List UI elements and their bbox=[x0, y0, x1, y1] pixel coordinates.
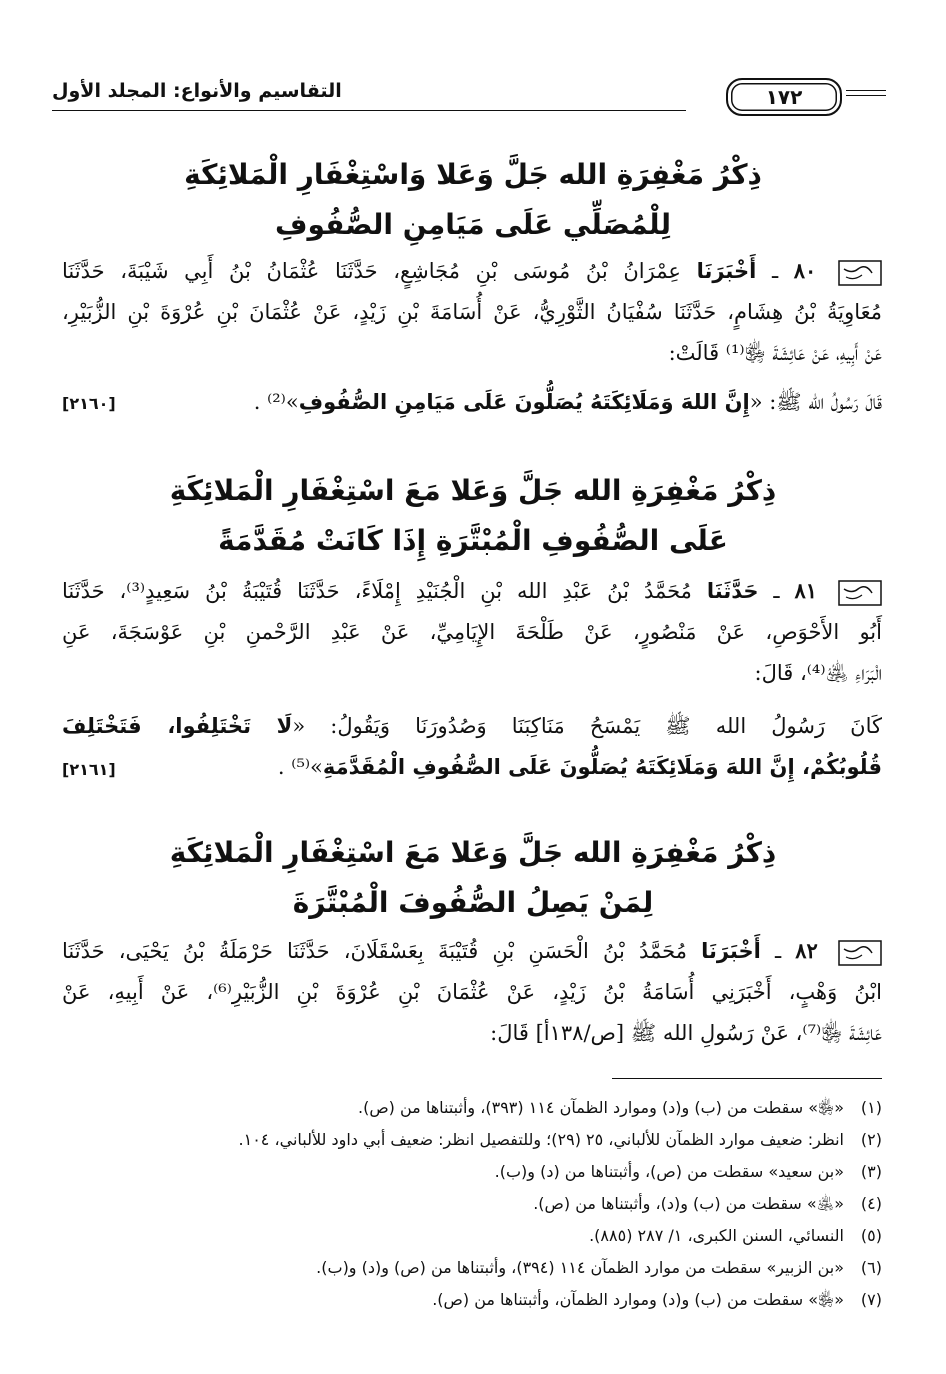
footnote-text: «بن الزبير» سقطت من موارد الظمآن ١١٤ (٣٩٤)، وأثبتناها من (ص) و(د) و(ب). bbox=[316, 1258, 844, 1277]
hadith-end: »⁽²⁾ . bbox=[253, 390, 299, 414]
header-ornament-lines bbox=[846, 90, 886, 100]
isnad-line: عَائِشَةَ ﵂⁽⁷⁾، عَنْ رَسُولِ الله ﷺ [ص/١٣٨أ] قَالَ: bbox=[490, 1021, 882, 1045]
footnotes bbox=[62, 1092, 882, 1316]
hadith-80-text bbox=[62, 382, 882, 423]
footnote-text: «بن سعيد» سقطت من (ص)، وأثبتناها من (د) و(ب). bbox=[494, 1162, 844, 1181]
heading-line: ذِكْرُ مَغْفِرَةِ الله جَلَّ وَعَلا مَعَ اسْتِغْفَارِ الْمَلائِكَةِ bbox=[169, 474, 777, 507]
isnad-line: مُحَمَّدُ بْنُ عَبْدِ الله بْنِ الْجُنَيْدِ إِمْلَاءً، حَدَّثَنَا قُتَيْبَةُ بْنُ سَعِيدٍ⁽³⁾، حَدَّثَنَا bbox=[62, 579, 692, 603]
footnote-number: (٧) bbox=[860, 1290, 882, 1309]
footnote-number: (٣) bbox=[860, 1162, 882, 1181]
isnad-line: مُحَمَّدُ بْنُ الْحَسَنِ بْنِ قُتَيْبَةَ بِعَسْقَلَانَ، حَدَّثَنَا حَرْمَلَةُ بْنُ يَحْيَى، حَدَّثَنَا bbox=[62, 939, 687, 963]
hadith-matn: إِنَّ اللهَ وَمَلَائِكَتَهُ يُصَلُّونَ عَلَى مَيَامِنِ الصُّفُوفِ bbox=[298, 390, 750, 414]
section-heading-3 bbox=[60, 828, 886, 928]
isnad-line: ابْنُ وَهْبٍ، أَخْبَرَنِي أُسَامَةُ بْنُ زَيْدٍ، عَنْ عُثْمَانَ بْنِ عُرْوَةَ بْنِ الزُّبَيْرِ⁽⁶⁾، عَنْ أَبِيهِ، عَنْ bbox=[62, 980, 883, 1004]
heading-line: لِمَنْ يَصِلُ الصُّفُوفَ الْمُبْتَّرَةَ bbox=[292, 886, 654, 919]
footnote-text: «﵂» سقطت من (ب) و(د) وموارد الظمآن ١١٤ (٣٩٣)، وأثبتناها من (ص). bbox=[357, 1098, 844, 1117]
footnote bbox=[62, 1188, 882, 1220]
isnad-line: مُعَاوِيَةُ بْنُ هِشَامٍ، حَدَّثَنَا سُفْيَانُ الثَّوْرِيُّ، عَنْ أُسَامَةَ بْنِ زَيْدٍ، عَنْ عُثْمَانَ بْنِ عُرْوَةَ بْنِ الزُّبَيْرِ، bbox=[62, 300, 882, 324]
footnote bbox=[62, 1092, 882, 1124]
hadith-marker-icon bbox=[838, 940, 882, 966]
hadith-intro: قَالَ رَسُولُ الله ﷺ: « bbox=[749, 390, 882, 414]
heading-line: ذِكْرُ مَغْفِرَةِ الله جَلَّ وَعَلا مَعَ اسْتِغْفَارِ الْمَلائِكَةِ bbox=[169, 836, 777, 869]
hadith-matn: قُلُوبُكُمْ، إِنَّ اللهَ وَمَلَائِكَتَهُ يُصَلُّونَ عَلَى الصُّفُوفِ الْمُقَدَّمَةِ bbox=[322, 755, 882, 779]
hadith-number: ٨٢ bbox=[795, 938, 818, 963]
page-number: ١٧٢ bbox=[726, 78, 842, 116]
hadith-marker-icon bbox=[838, 260, 882, 286]
transmission-verb: أَخْبَرَنَا bbox=[701, 939, 761, 963]
isnad-line: أَبُو الأَحْوَصِ، عَنْ مَنْصُورٍ، عَنْ طَلْحَةَ الإِيَامِيِّ، عَنْ عَبْدِ الرَّحْمنِ بْنِ عَوْسَجَةَ، عَنِ bbox=[62, 620, 882, 644]
footnote-number: (٦) bbox=[860, 1258, 882, 1277]
hadith-80-isnad: ٨٠ ـ أَخْبَرَنَا عِمْرَانُ بْنُ مُوسَى بْنِ مُجَاشِعٍ، حَدَّثَنَا عُثْمَانُ بْنُ أَبِي شَيْبَةَ، حَدَّثَنَا مُعَاوِيَةُ بْنُ هِشَامٍ، حَدَّثَنَا سُفْيَانُ الثَّوْرِيُّ، عَنْ أُسَامَةَ بْنِ زَيْدٍ، عَنْ عُثْمَانَ بْنِ عُرْوَةَ بْنِ الزُّبَيْرِ، عَنْ أَبِيهِ، عَنْ عَائِشَةَ ﵂⁽¹⁾ قَالَتْ: bbox=[62, 250, 882, 374]
hadith-intro: كَانَ رَسُولُ الله ﷺ يَمْسَحُ مَنَاكِبَنَا وَصُدُورَنَا وَيَقُولُ: « bbox=[292, 714, 882, 738]
hadith-end: »⁽⁵⁾ . bbox=[277, 755, 323, 779]
reference-number: [٢١٦٠] bbox=[62, 394, 116, 413]
section-heading-2 bbox=[60, 466, 886, 566]
header-rule bbox=[52, 110, 686, 111]
section-heading-1 bbox=[60, 150, 886, 250]
heading-line: عَلَى الصُّفُوفِ الْمُبْتَّرَةِ إِذَا كَانَتْ مُقَدَّمَةً bbox=[218, 524, 728, 557]
isnad-line: عِمْرَانُ بْنُ مُوسَى بْنِ مُجَاشِعٍ، حَدَّثَنَا عُثْمَانُ بْنُ أَبِي شَيْبَةَ، حَدَّثَنَا bbox=[62, 259, 681, 283]
transmission-verb: حَدَّثَنَا bbox=[706, 579, 759, 603]
running-title: التقاسيم والأنواع: المجلد الأول bbox=[52, 80, 342, 102]
footnote bbox=[62, 1284, 882, 1316]
footnote-number: (٥) bbox=[860, 1226, 882, 1245]
hadith-number: ٨١ bbox=[794, 578, 818, 603]
footnote bbox=[62, 1252, 882, 1284]
footnote bbox=[62, 1156, 882, 1188]
footnote-text: انظر: ضعيف موارد الظمآن للألباني، ٢٥ (٢٩)؛ وللتفصيل انظر: ضعيف أبي داود للألباني، ١٠٤. bbox=[238, 1130, 844, 1149]
hadith-number: ٨٠ bbox=[793, 258, 817, 283]
heading-line: لِلْمُصَلِّي عَلَى مَيَامِنِ الصُّفُوفِ bbox=[275, 208, 671, 241]
hadith-81-text bbox=[62, 706, 882, 788]
reference-number: [٢١٦١] bbox=[62, 760, 116, 779]
footnote-text: «﵁» سقطت من (ب) و(د)، وأثبتناها من (ص). bbox=[533, 1194, 844, 1213]
footnote bbox=[62, 1220, 882, 1252]
footnote-text: النسائي، السنن الكبرى، ١/ ٢٨٧ (٨٨٥). bbox=[589, 1226, 844, 1245]
hadith-81-isnad: ٨١ ـ حَدَّثَنَا مُحَمَّدُ بْنُ عَبْدِ الله بْنِ الْجُنَيْدِ إِمْلَاءً، حَدَّثَنَا قُتَيْبَةُ بْنُ سَعِيدٍ⁽³⁾، حَدَّثَنَا أَبُو الأَحْوَصِ، عَنْ مَنْصُورٍ، عَنْ طَلْحَةَ الإِيَامِيِّ، عَنْ عَبْدِ الرَّحْمنِ بْنِ عَوْسَجَةَ، عَنِ الْبَرَاءِ ﵁⁽⁴⁾، قَالَ: bbox=[62, 570, 882, 694]
transmission-verb: أَخْبَرَنَا bbox=[696, 259, 757, 283]
hadith-marker-icon bbox=[838, 580, 882, 606]
footnote-number: (١) bbox=[860, 1098, 882, 1117]
footnote-separator bbox=[612, 1078, 882, 1079]
footnote bbox=[62, 1124, 882, 1156]
running-header bbox=[52, 72, 886, 128]
isnad-line: الْبَرَاءِ ﵁⁽⁴⁾، قَالَ: bbox=[754, 661, 882, 685]
hadith-matn: لَا تَخْتَلِفُوا، فَتَخْتَلِفَ bbox=[62, 714, 293, 738]
isnad-line: عَنْ أَبِيهِ، عَنْ عَائِشَةَ ﵂⁽¹⁾ قَالَتْ: bbox=[668, 341, 882, 365]
footnote-number: (٤) bbox=[860, 1194, 882, 1213]
heading-line: ذِكْرُ مَغْفِرَةِ الله جَلَّ وَعَلا وَاسْتِغْفَارِ الْمَلائِكَةِ bbox=[184, 158, 762, 191]
hadith-82-isnad: ٨٢ ـ أَخْبَرَنَا مُحَمَّدُ بْنُ الْحَسَنِ بْنِ قُتَيْبَةَ بِعَسْقَلَانَ، حَدَّثَنَا حَرْمَلَةُ بْنُ يَحْيَى، حَدَّثَنَا ابْنُ وَهْبٍ، أَخْبَرَنِي أُسَامَةُ بْنُ زَيْدٍ، عَنْ عُثْمَانَ بْنِ عُرْوَةَ بْنِ الزُّبَيْرِ⁽⁶⁾، عَنْ أَبِيهِ، عَنْ عَائِشَةَ ﵂⁽⁷⁾، عَنْ رَسُولِ الله ﷺ [ص/١٣٨أ] قَالَ: bbox=[62, 930, 882, 1054]
footnote-number: (٢) bbox=[860, 1130, 882, 1149]
footnote-text: «﵂» سقطت من (ب) و(د) وموارد الظمآن، وأثبتناها من (ص). bbox=[432, 1290, 844, 1309]
